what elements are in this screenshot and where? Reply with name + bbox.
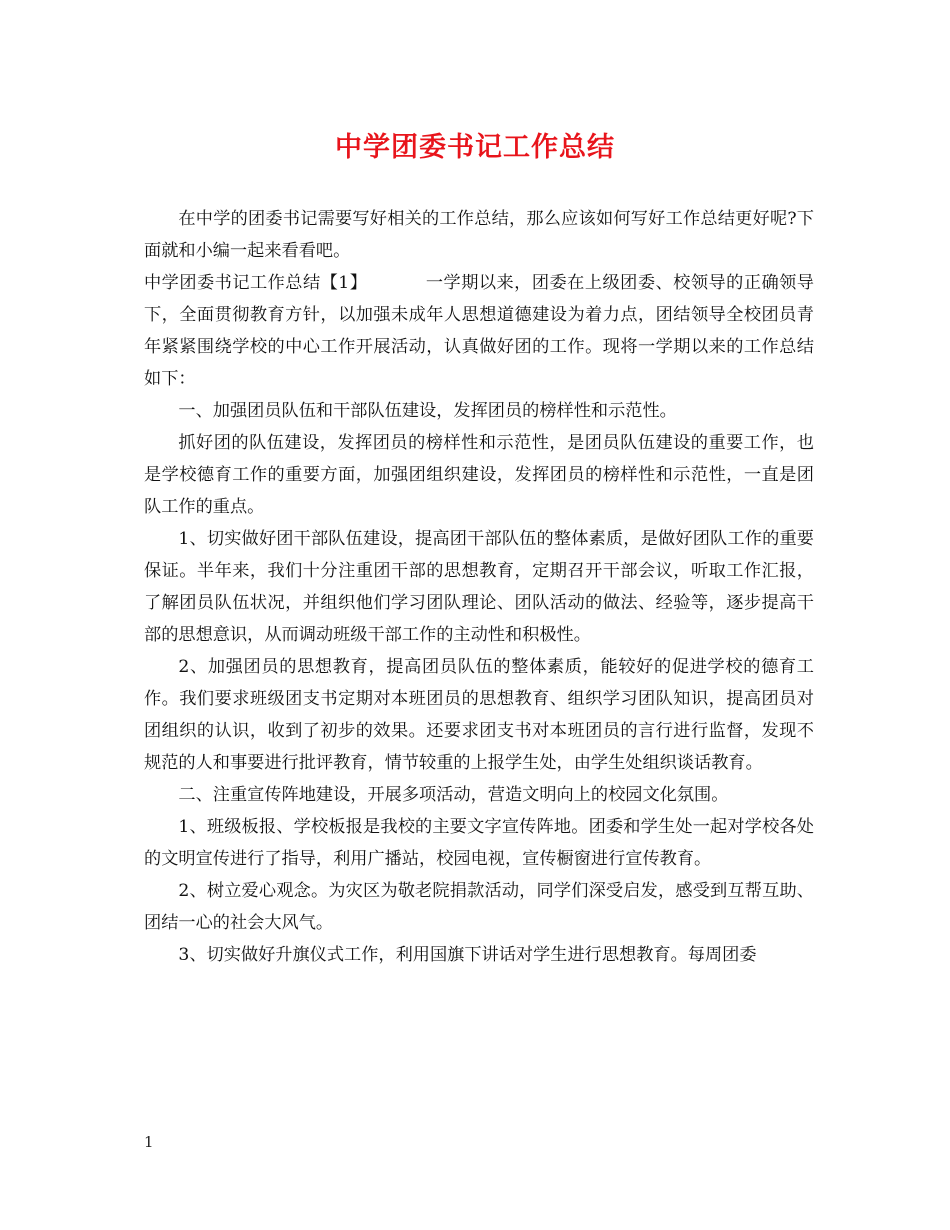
section-label: 中学团委书记工作总结【1】	[144, 273, 368, 293]
body-paragraph: 3、切实做好升旗仪式工作，利用国旗下讲话对学生进行思想教育。每周团委	[178, 945, 757, 965]
document-title: 中学团委书记工作总结	[335, 132, 615, 163]
body-paragraph: 2、加强团员的思想教育，提高团员队伍的整体素质，能较好的促进学校的德育工作。我们要求班级团支书定期对本班团员的思想教育、组织学习团队知识，提高团员对团组织的认识，收到了初步的效果。还要求团支书对本班团员的言行进行监督，发现不规范的人和事要进行批评教育，情节较重的上报学生处，由学生处组织谈话教育。	[144, 657, 814, 773]
intro-paragraph: 在中学的团委书记需要写好相关的工作总结，那么应该如何写好工作总结更好呢?下面就和小编一起来看看吧。	[144, 209, 814, 261]
document-body	[144, 203, 814, 971]
body-paragraph: 1、切实做好团干部队伍建设，提高团干部队伍的整体素质，是做好团队工作的重要保证。半年来，我们十分注重团干部的思想教育，定期召开干部会议，听取工作汇报，了解团员队伍状况，并组织他们学习团队理论、团队活动的做法、经验等，逐步提高干部的思想意识，从而调动班级干部工作的主动性和积极性。	[144, 529, 814, 645]
body-paragraph: 一、加强团员队伍和干部队伍建设，发挥团员的榜样性和示范性。	[178, 401, 677, 421]
body-paragraph: 2、树立爱心观念。为灾区为敬老院捐款活动，同学们深受启发，感受到互帮互助、团结一心的社会大风气。	[144, 881, 814, 933]
body-paragraph: 二、注重宣传阵地建设，开展多项活动，营造文明向上的校园文化氛围。	[178, 785, 729, 805]
body-paragraph: 1、班级板报、学校板报是我校的主要文字宣传阵地。团委和学生处一起对学校各处的文明宣传进行了指导，利用广播站，校园电视，宣传橱窗进行宣传教育。	[144, 817, 814, 869]
page-number: 1	[144, 1133, 154, 1151]
section-first-text: 一学期以来，团委在上级团委、校领导的正确领导下，全面贯彻教育方针，以加强未成年人思想道德建设为着力点，团结领导全校团员青年紧紧围绕学校的中心工作开展活动，认真做好团的工作。现将一学期以来的工作总结如下：	[144, 273, 814, 389]
section-first-paragraph	[144, 267, 814, 395]
body-paragraph: 抓好团的队伍建设，发挥团员的榜样性和示范性，是团员队伍建设的重要工作，也是学校德育工作的重要方面，加强团组织建设，发挥团员的榜样性和示范性，一直是团队工作的重点。	[144, 433, 814, 517]
